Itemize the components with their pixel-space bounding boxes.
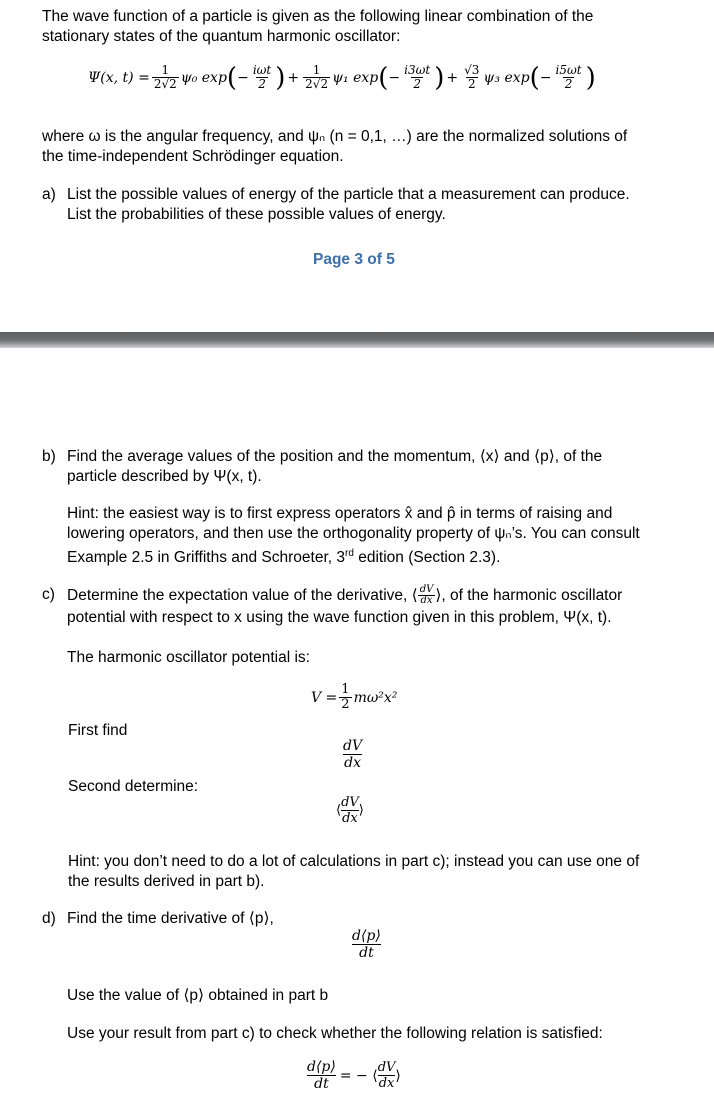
part-d-label: d)	[42, 910, 56, 927]
psi-lhs: Ψ(x, t) =	[88, 69, 150, 86]
coeff-0: $\frac{1}{2√2}$	[153, 63, 177, 91]
first-find-label: First find	[68, 722, 128, 739]
where-line-2: the time-independent Schrödinger equation.	[42, 148, 344, 165]
dp-dt-fraction: d⟨p⟩ dt	[352, 928, 381, 961]
psi3-exp: ψ₃ exp	[483, 69, 530, 86]
arg-3: $\frac{i5\omega t}{2}$	[555, 63, 582, 91]
part-d-line-1: Find the time derivative of ⟨p⟩,	[67, 910, 274, 927]
coeff-3: $\frac{√3}{2}$	[464, 63, 480, 91]
part-a-line-2: List the probabilities of these possible values of energy.	[67, 206, 446, 223]
arg-1: $\frac{i3\omega t}{2}$	[404, 63, 431, 91]
ehrenfest-relation: $\frac{d⟨p⟩}{dt}$ = − ⟨ $\frac{dV}{dx}$ ⟩	[307, 1059, 401, 1092]
wavefunction-equation: Ψ(x, t) = $\frac{1}{2√2}$ ψ₀ exp ( − $\frac{\text{iωt}}{2}$ ) + $\frac{1}{2√2}$ ψ₁ exp ( − $\frac{i3\omega t}{2}$ ) + $\frac{√3}{2}$ ψ₃ exp ( − $\frac{i5\omega t}{2}$ )	[88, 62, 596, 93]
part-c-hint-1: Hint: you don’t need to do a lot of calculations in part c); instead you can use one of	[68, 853, 640, 870]
dvdx-fraction: dV dx	[343, 738, 363, 771]
psi1-exp: ψ₁ exp	[332, 69, 379, 86]
part-a-line-1: List the possible values of energy of the particle that a measurement can produce.	[67, 186, 630, 203]
page-marker: Page 3 of 5	[313, 251, 395, 268]
second-determine-label: Second determine:	[68, 778, 199, 795]
intro-line-1: The wave function of a particle is given as the following linear combination of the	[42, 8, 594, 25]
part-b-hint-3: Example 2.5 in Griffiths and Schroeter, 3rd edition (Section 2.3).	[67, 548, 501, 567]
part-c-line-1: Determine the expectation value of the derivative, ⟨ $\frac{dV}{dx}$ ⟩, of the harmonic oscillator	[67, 584, 623, 606]
potential-intro: The harmonic oscillator potential is:	[67, 649, 310, 666]
part-c-hint-2: the results derived in part b).	[68, 873, 265, 890]
part-c-label: c)	[42, 586, 55, 603]
part-c-line-2: potential with respect to x using the wave function given in this problem, Ψ(x, t).	[67, 609, 612, 626]
page-divider	[0, 332, 714, 348]
part-a-label: a)	[42, 186, 56, 203]
arg-0: $\frac{\text{iωt}}{2}$	[252, 63, 272, 91]
use-result-text: Use your result from part c) to check whether the following relation is satisfied:	[67, 1025, 603, 1042]
coeff-1: $\frac{1}{2√2}$	[305, 63, 329, 91]
potential-equation: V = $\frac{1}{2}$ mω²x²	[311, 682, 398, 712]
part-b-hint-1: Hint: the easiest way is to first express operators x̂ and p̂ in terms of raising and	[67, 505, 613, 522]
use-value-text: Use the value of ⟨p⟩ obtained in part b	[67, 987, 329, 1004]
where-line-1: where ω is the angular frequency, and ψₙ (n = 0,1, …) are the normalized solutions of	[42, 128, 628, 145]
part-b-line-2: particle described by Ψ(x, t).	[67, 468, 262, 485]
expectation-dvdx: ⟨ $\frac{dV}{dx}$ ⟩	[336, 795, 364, 826]
part-b-line-1: Find the average values of the position and the momentum, ⟨x⟩ and ⟨p⟩, of the	[67, 448, 603, 465]
part-b-hint-2: lowering operators, and then use the orthogonality property of ψₙ’s. You can consult	[67, 525, 640, 542]
part-b-label: b)	[42, 448, 56, 465]
intro-line-2: stationary states of the quantum harmonic oscillator:	[42, 28, 401, 45]
psi0-exp: ψ₀ exp	[180, 69, 227, 86]
